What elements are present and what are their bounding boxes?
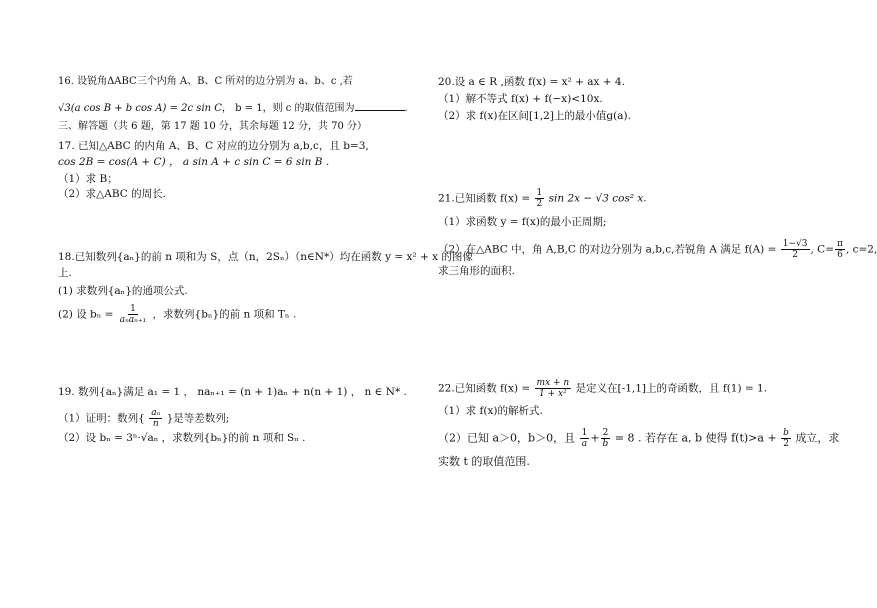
q21-part2-fraction-b-den: 6 xyxy=(837,250,843,260)
q18-line1: 18.已知数列{aₙ}的前 n 项和为 S，点（n，2Sₙ）（n∈N*）均在函数 y = x² + x 的图像 xyxy=(58,251,473,263)
q21-part2-fraction-a-num: 1−√3 xyxy=(782,239,808,249)
q22-part2-fraction-1-den: a xyxy=(581,439,588,449)
q16-line1: 16. 设锐角ΔABC三个内角 A、B、C 所对的边分别为 a、b、c ,若 xyxy=(58,76,353,87)
q16-condition: ， b = 1，则 c 的取值范围为 xyxy=(221,103,355,114)
q22-fraction-num: mx + n xyxy=(536,378,570,388)
q22-part2-fraction-1 xyxy=(580,428,590,449)
q22-part1: （1）求 f(x)的解析式. xyxy=(438,405,543,417)
q19-fraction-num: aₙ xyxy=(151,408,161,418)
q21-part2-fraction-a-den: 2 xyxy=(792,250,798,260)
q22-line1 xyxy=(438,378,767,399)
q22-part2 xyxy=(438,428,839,449)
q17-part2: （2）求△ABC 的周长. xyxy=(58,188,166,200)
q17-line2: cos 2B = cos(A + C) ， a sin A + c sin C = 6 sin B . xyxy=(58,156,330,168)
right-column xyxy=(430,0,877,608)
q16-equation: √3(a cos B + b cos A) = 2c sin C xyxy=(58,103,222,114)
q22-part2-fraction-1-num: 1 xyxy=(581,428,588,438)
q22-part2-fraction-3-num: b xyxy=(783,428,789,438)
q21-fraction-den: 2 xyxy=(536,199,543,209)
q21-part2-fraction-b xyxy=(835,239,845,260)
section-heading: 三、解答题（共 6 题，第 17 题 10 分，其余每题 12 分，共 70 分） xyxy=(58,121,368,132)
q22-line1-suffix: 是定义在[-1,1]上的奇函数，且 f(1) = 1. xyxy=(575,382,768,395)
q18-part2-prefix: (2) 设 bₙ = xyxy=(58,308,114,321)
q22-part2-plus: + xyxy=(590,431,600,445)
q20-part1: （1）解不等式 f(x) + f(−x)<10x. xyxy=(438,93,603,105)
q19-part2: （2）设 bₙ = 3ⁿ·√aₙ ，求数列{bₙ}的前 n 项和 Sₙ . xyxy=(58,432,306,444)
q22-fraction xyxy=(535,378,572,399)
q21-part2-cont: 求三角形的面积. xyxy=(438,265,515,277)
q21-line1-prefix: 21.已知函数 f(x) = xyxy=(438,192,531,205)
q16-line2 xyxy=(58,100,408,116)
q21-fraction xyxy=(535,188,545,209)
q18-part1: (1) 求数列{aₙ}的通项公式. xyxy=(58,285,188,297)
q21-line1 xyxy=(438,188,647,209)
q22-fraction-den: 1 + x² xyxy=(539,389,567,399)
q18-part2 xyxy=(58,304,296,325)
q17-part1: （1）求 B； xyxy=(58,173,118,185)
q19-part1-prefix: （1）证明：数列{ xyxy=(58,412,145,425)
q22-part2-fraction-2-num: 2 xyxy=(602,428,609,438)
q18-fraction xyxy=(118,304,148,325)
q18-fraction-den: aₙaₙ₊₁ xyxy=(119,315,147,325)
q16-period: . xyxy=(404,103,408,114)
q21-part2-fraction-a xyxy=(781,239,810,260)
q22-part2-fraction-3 xyxy=(781,428,791,449)
q20-part2: （2）求 f(x)在区间[1,2]上的最小值g(a). xyxy=(438,110,631,122)
q22-part2-cont: 实数 t 的取值范围. xyxy=(438,455,530,468)
q18-line2: 上. xyxy=(58,267,72,279)
q18-fraction-num: 1 xyxy=(130,304,136,314)
q16-answer-blank xyxy=(355,100,405,111)
q19-fraction-den: n xyxy=(152,419,159,429)
q18-part2-suffix: ，求数列{bₙ}的前 n 项和 Tₙ . xyxy=(152,308,297,321)
q22-part2-suffix: 成立，求 xyxy=(795,431,840,445)
q19-part1-suffix: }是等差数列; xyxy=(166,412,230,425)
q21-part2-prefix: （2）在△ABC 中，角 A,B,C 的对边分别为 a,b,c,若锐角 A 满足 f(A) = xyxy=(438,243,777,256)
q22-part2-fraction-2 xyxy=(601,428,611,449)
q21-fraction-num: 1 xyxy=(536,188,543,198)
q21-part1: （1）求函数 y = f(x)的最小正周期; xyxy=(438,216,607,228)
q22-part2-fraction-2-den: b xyxy=(602,439,609,449)
q22-part2-prefix: （2）已知 a＞0，b＞0，且 xyxy=(438,431,576,445)
q22-part2-fraction-3-den: 2 xyxy=(783,439,789,449)
q21-part2-c-label: , C= xyxy=(810,243,835,256)
q21-line1-suffix: sin 2x − √3 cos² x. xyxy=(548,192,647,205)
q20-line1: 20.设 a ∈ R ,函数 f(x) = x² + ax + 4. xyxy=(438,76,625,88)
q19-fraction xyxy=(149,408,162,429)
q19-part1 xyxy=(58,408,229,429)
q19-line1: 19. 数列{aₙ}满足 a₁ = 1 ， naₙ₊₁ = (n + 1)aₙ + n(n + 1) ， n ∈ N* . xyxy=(58,386,407,398)
q22-part2-mid: = 8 . 若存在 a, b 使得 f(t)>a + xyxy=(614,431,777,445)
q21-part2-fraction-b-num: π xyxy=(837,239,843,249)
q21-part2 xyxy=(438,239,877,260)
q17-line1: 17. 已知△ABC 的内角 A、B、C 对应的边分别为 a,b,c，且 b=3, xyxy=(58,140,369,152)
q22-line1-prefix: 22.已知函数 f(x) = xyxy=(438,382,531,395)
q21-part2-side: , c=2, xyxy=(845,243,877,256)
